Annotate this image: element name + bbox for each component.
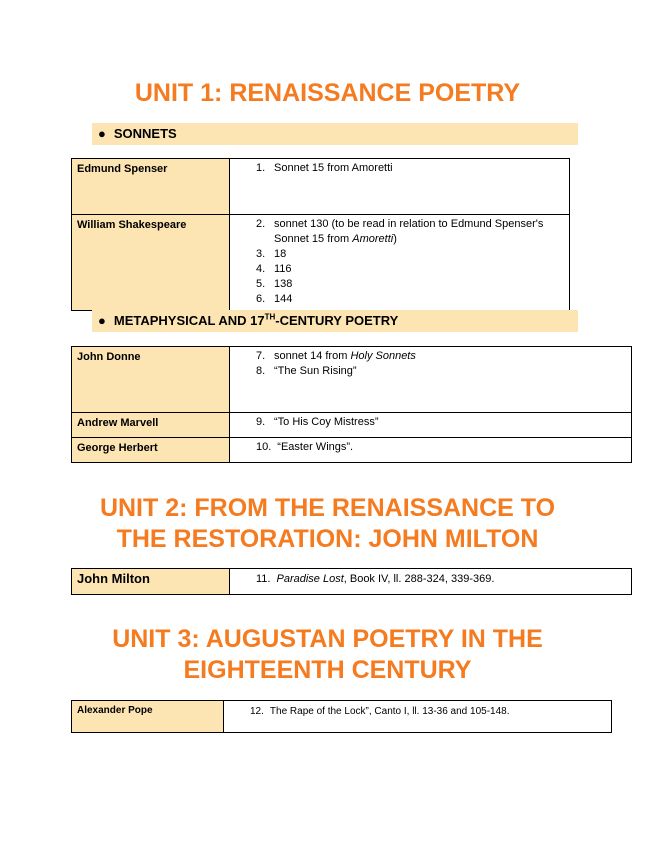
author-cell: Alexander Pope [72,701,224,733]
list-item: 11. Paradise Lost, Book IV, ll. 288-324, 339-369. [256,573,495,585]
table-row [72,438,632,463]
bullet-icon: ● [98,126,106,141]
unit-2-title-line-1: UNIT 2: FROM THE RENAISSANCE TO [99,494,556,522]
list-item: 5. 138 [256,278,293,290]
list-item: 10. “Easter Wings”. [256,441,354,453]
bullet-icon: ● [98,313,106,328]
works-cell [230,159,570,215]
list-item: 6. 144 [256,293,293,305]
section-heading-label: SONNETS [113,126,177,141]
unit-3-title-line-1: UNIT 3: AUGUSTAN POETRY IN THE [112,625,543,653]
works-cell [230,413,632,438]
list-item: 4. 116 [256,263,292,275]
author-cell: Edmund Spenser [72,159,230,215]
list-item: 7. sonnet 14 from Holy Sonnets [256,350,416,362]
list-item: 2. sonnet 130 (to be read in relation to Edmund Spenser's Sonnet 15 from Amoretti) [256,218,544,245]
list-item: 8. “The Sun Rising” [256,365,357,377]
author-cell: Andrew Marvell [72,413,230,438]
works-cell [230,215,570,311]
table-row [72,701,612,733]
unit-2-title-line-2: THE RESTORATION: JOHN MILTON [116,525,539,553]
works-cell [230,347,632,413]
section-heading-metaphysical: ● METAPHYSICAL AND 17TH-CENTURY POETRY [92,310,578,332]
works-cell [224,701,612,733]
works-cell [230,569,632,595]
list-item: 12. The Rape of the Lock”, Canto I, ll. 13-36 and 105-148. [250,706,510,717]
section-heading-sonnets [92,123,578,145]
author-cell: John Milton [72,569,230,595]
table-row [72,347,632,413]
milton-table [71,568,632,595]
unit-3-title-line-2: EIGHTEENTH CENTURY [183,656,472,684]
metaphysical-table [71,346,632,463]
sonnets-table [71,158,570,311]
table-row [72,215,570,311]
list-item: 1. Sonnet 15 from Amoretti [256,162,393,174]
author-cell: George Herbert [72,438,230,463]
works-cell [230,438,632,463]
table-row [72,413,632,438]
author-cell: John Donne [72,347,230,413]
list-item: 9. “To His Coy Mistress” [256,416,379,428]
unit-1-title: UNIT 1: RENAISSANCE POETRY [134,79,521,107]
table-row [72,159,570,215]
list-item: 3. 18 [256,248,287,260]
pope-table [71,700,612,733]
table-row [72,569,632,595]
author-cell: William Shakespeare [72,215,230,311]
